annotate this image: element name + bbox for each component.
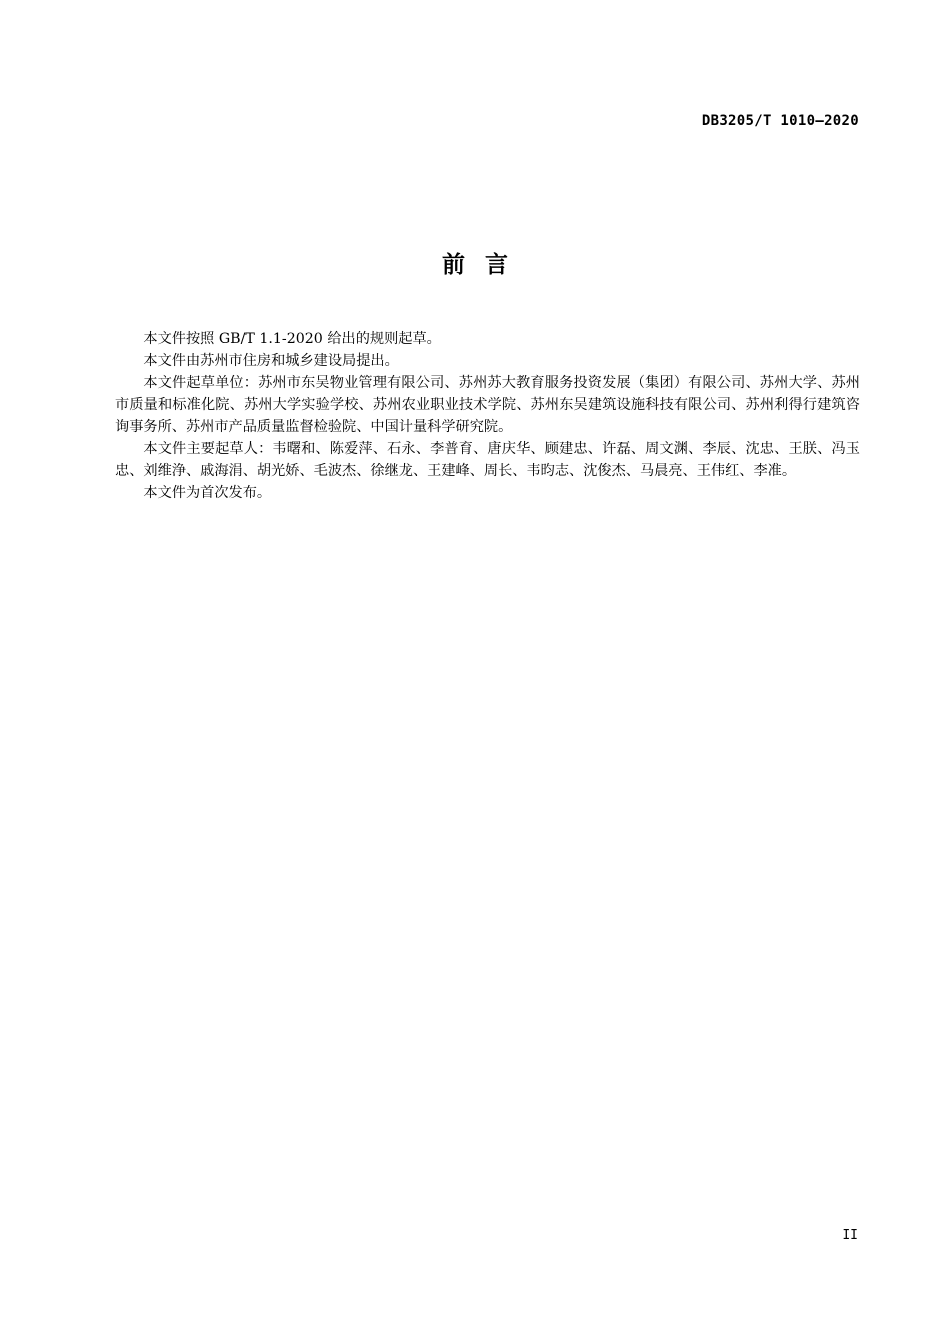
paragraph-first-release: 本文件为首次发布。	[143, 485, 272, 501]
document-id: DB3205/T 1010—2020	[701, 113, 859, 129]
paragraph-proposer: 本文件由苏州市住房和城乡建设局提出。	[143, 353, 399, 369]
foreword-body	[115, 328, 860, 504]
paragraph-drafting-rules: 本文件按照 GB/T 1.1-2020 给出的规则起草。	[143, 331, 441, 347]
paragraph-main-drafters: 本文件主要起草人：韦曙和、陈爱萍、石永、李普育、唐庆华、顾建忠、许磊、周文渊、李辰、沈忠、王朕、冯玉忠、刘维浄、戚海涓、胡光娇、毛波杰、徐继龙、王建峰、周长、韦昀志、沈俊杰、马晨亮、王伟红、李准。	[115, 441, 860, 479]
page-number: II	[842, 1228, 858, 1243]
paragraph-drafting-units: 本文件起草单位：苏州市东吴物业管理有限公司、苏州苏大教育服务投资发展（集团）有限公司、苏州大学、苏州市质量和标准化院、苏州大学实验学校、苏州农业职业技术学院、苏州东吴建筑设施科技有限公司、苏州利得行建筑咨询事务所、苏州市产品质量监督检验院、中国计量科学研究院。	[115, 375, 860, 435]
page-title: 前言	[442, 252, 528, 278]
